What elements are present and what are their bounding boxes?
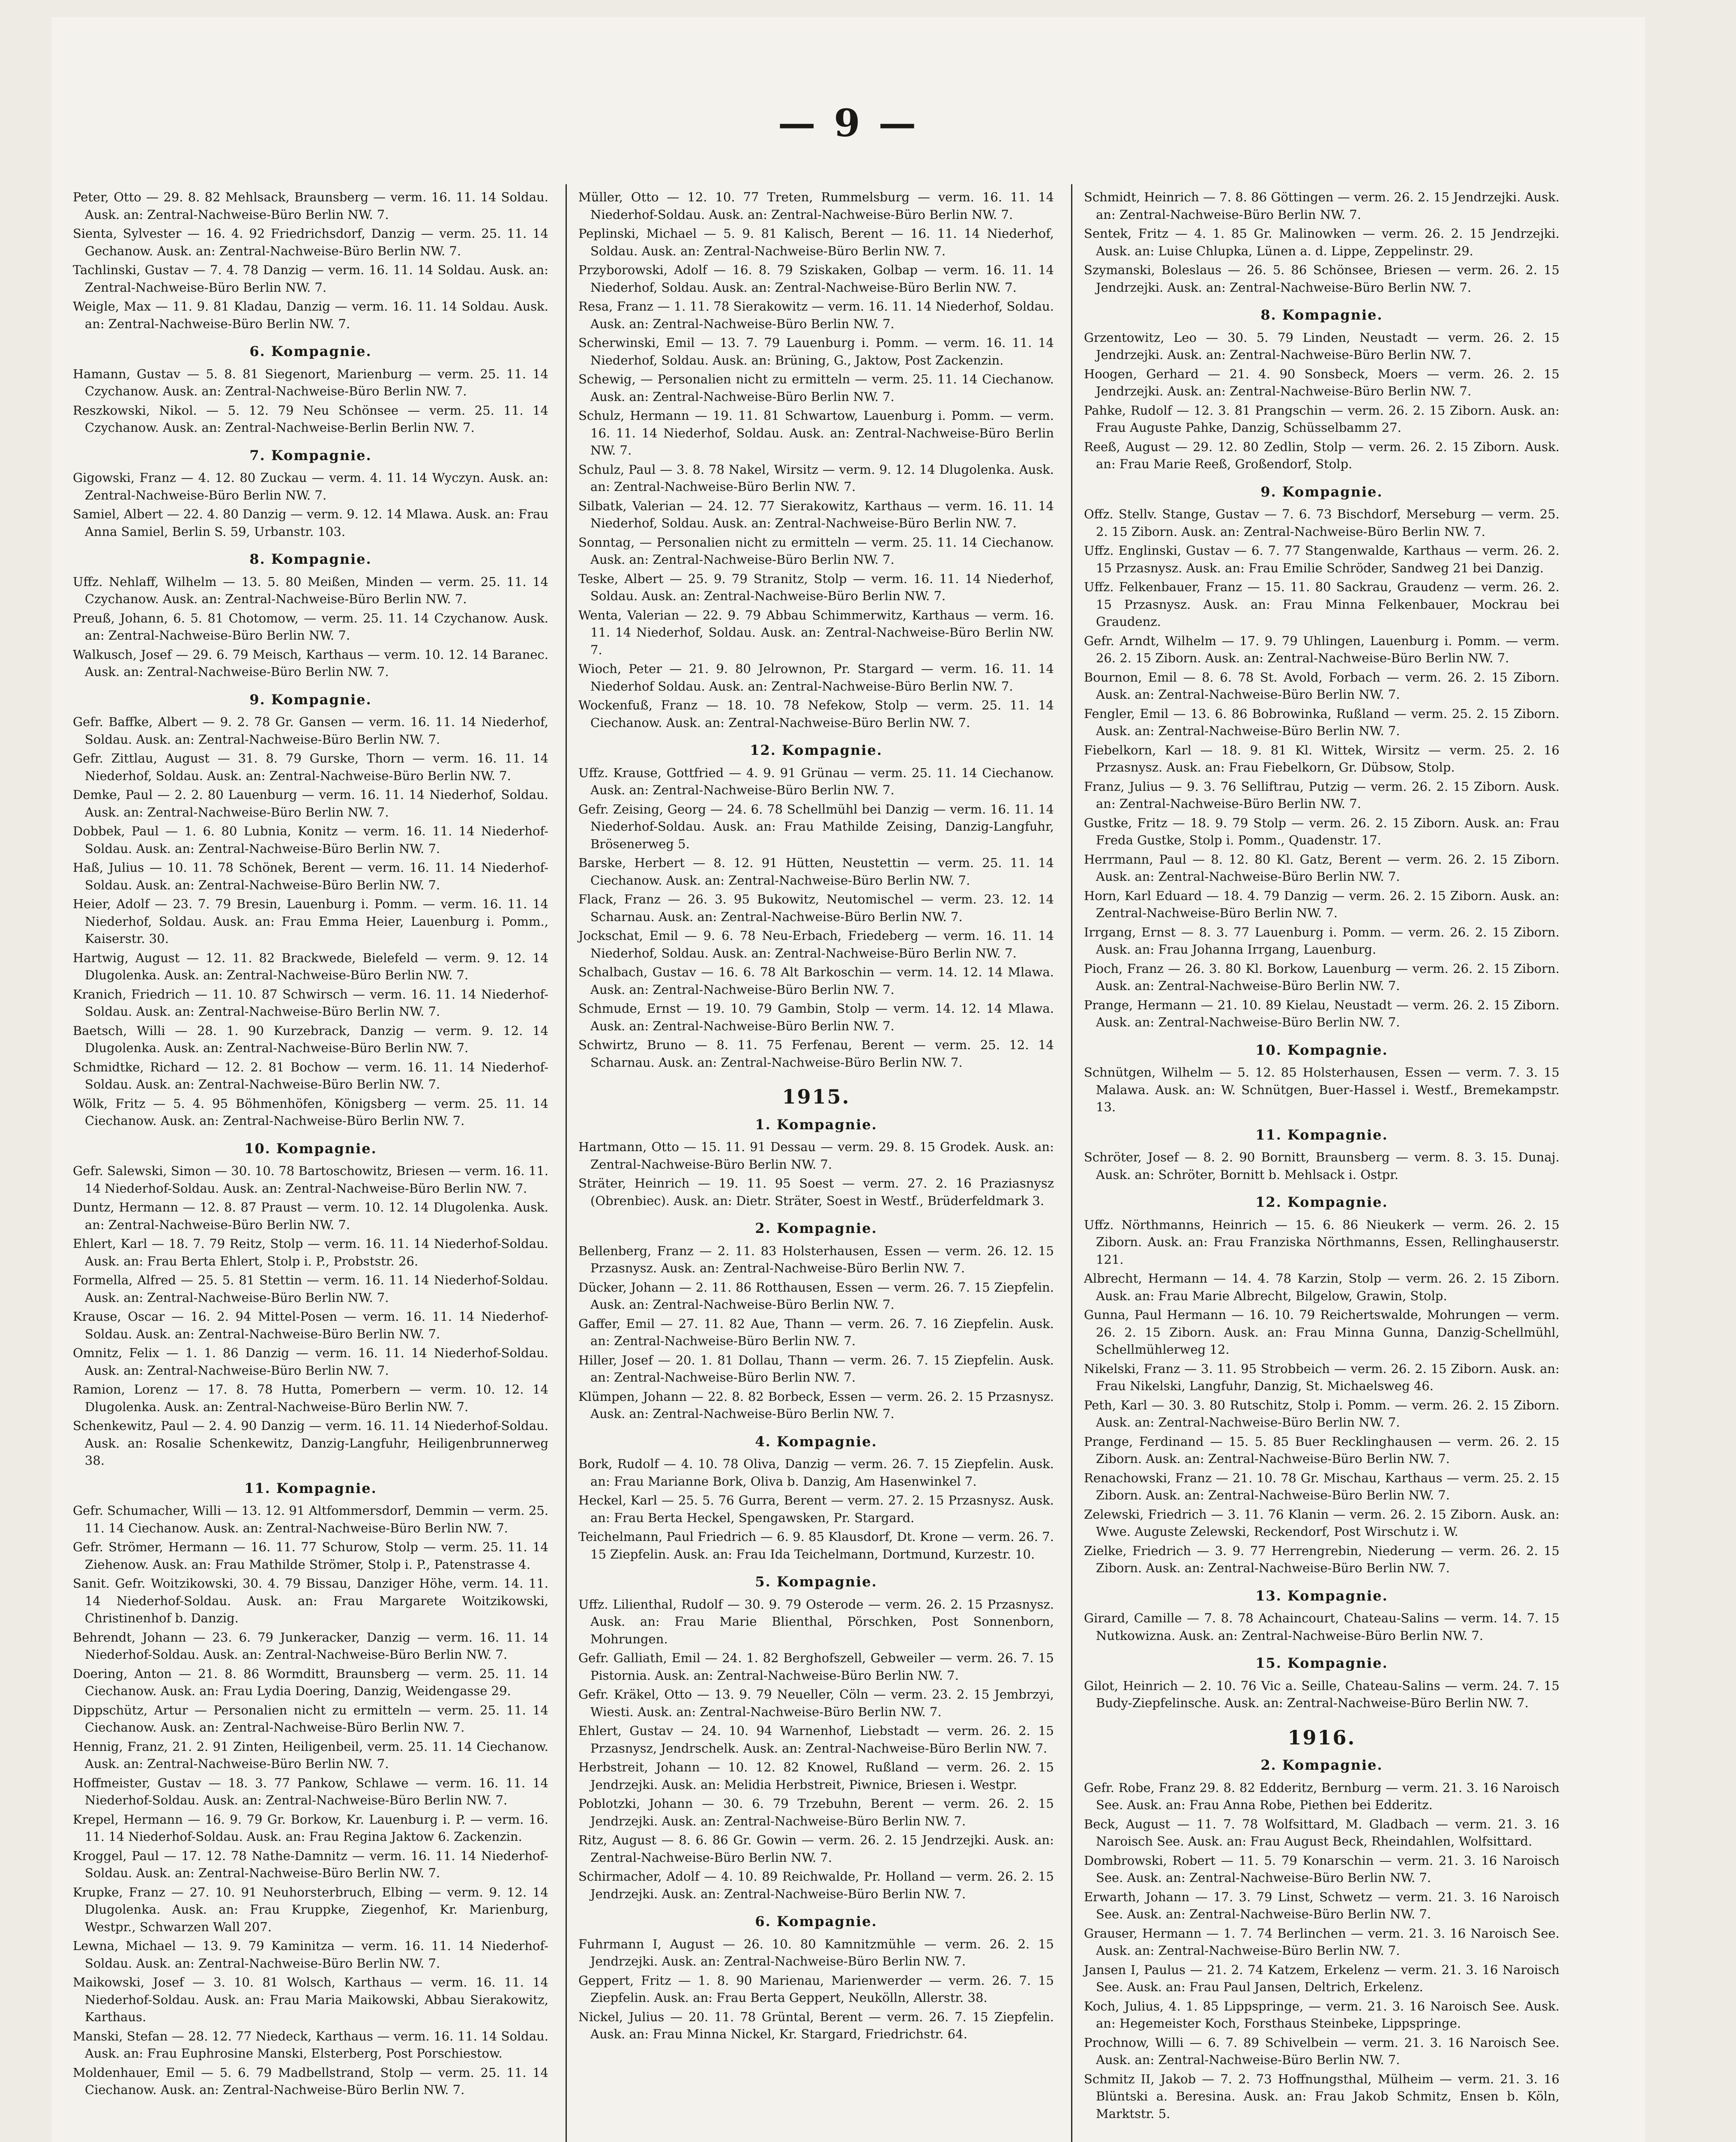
year-heading: 1915.	[782, 1085, 850, 1108]
casualty-entry: Dombrowski, Robert — 11. 5. 79 Konarschin — verm. 21. 3. 16 Naroisch See. Ausk. an: Zentral-Nachweise-Büro Berlin NW. 7.	[1084, 1853, 1559, 1885]
casualty-entry: Kranich, Friedrich — 11. 10. 87 Schwirsch — verm. 16. 11. 14 Niederhof-Soldau. Ausk. an: Zentral-Nachweise-Büro Berlin NW. 7.	[73, 987, 548, 1019]
casualty-entry: Sentek, Fritz — 4. 1. 85 Gr. Malinowken — verm. 26. 2. 15 Jendrzejki. Ausk. an: Luise Chlupka, Lünen a. d. Lippe, Zeppelinstr. 29.	[1084, 226, 1559, 258]
casualty-entry: Schewig, — Personalien nicht zu ermitteln — verm. 25. 11. 14 Ciechanow. Ausk. an: Zentral-Nachweise-Büro Berlin NW. 7.	[578, 372, 1054, 404]
casualty-entry: Klümpen, Johann — 22. 8. 82 Borbeck, Essen — verm. 26. 2. 15 Przasnysz. Ausk. an: Zentral-Nachweise-Büro Berlin NW. 7.	[578, 1389, 1054, 1421]
casualty-entry: Gustke, Fritz — 18. 9. 79 Stolp — verm. 26. 2. 15 Ziborn. Ausk. an: Frau Freda Gustke, Stolp i. Pomm., Quadenstr. 17.	[1084, 815, 1559, 847]
company-heading: 4. Kompagnie.	[755, 1433, 877, 1450]
casualty-entry: Gefr. Zittlau, August — 31. 8. 79 Gurske, Thorn — verm. 16. 11. 14 Niederhof, Soldau. Ausk. an: Zentral-Nachweise-Büro Berlin NW. 7.	[73, 751, 548, 783]
casualty-entry: Schmidtke, Richard — 12. 2. 81 Bochow — verm. 16. 11. 14 Niederhof-Soldau. Ausk. an: Zentral-Nachweise-Büro Berlin NW. 7.	[73, 1059, 548, 1092]
casualty-entry: Offz. Stellv. Stange, Gustav — 7. 6. 73 Bischdorf, Merseburg — verm. 25. 2. 15 Ziborn. Ausk. an: Zentral-Nachweise-Büro Berlin NW. 7.	[1084, 507, 1559, 539]
casualty-entry: Albrecht, Hermann — 14. 4. 78 Karzin, Stolp — verm. 26. 2. 15 Ziborn. Ausk. an: Frau Marie Albrecht, Bilgelow, Grawin, Stolp.	[1084, 1271, 1559, 1303]
casualty-entry: Doering, Anton — 21. 8. 86 Wormditt, Braunsberg — verm. 25. 11. 14 Ciechanow. Ausk. an: Frau Lydia Doering, Danzig, Weidengasse 29.	[73, 1666, 548, 1698]
casualty-entry: Moldenhauer, Emil — 5. 6. 79 Madbellstrand, Stolp — verm. 25. 11. 14 Ciechanow. Ausk. an: Zentral-Nachweise-Büro Berlin NW. 7.	[73, 2065, 548, 2097]
casualty-entry: Gefr. Arndt, Wilhelm — 17. 9. 79 Uhlingen, Lauenburg i. Pomm. — verm. 26. 2. 15 Ziborn. Ausk. an: Zentral-Nachweise-Büro Berlin NW. 7.	[1084, 633, 1559, 665]
company-heading: 11. Kompagnie.	[1255, 1126, 1388, 1143]
casualty-entry: Pioch, Franz — 26. 3. 80 Kl. Borkow, Lauenburg — verm. 26. 2. 15 Ziborn. Ausk. an: Zentral-Nachweise-Büro Berlin NW. 7.	[1084, 961, 1559, 993]
company-heading: 8. Kompagnie.	[249, 551, 372, 567]
casualty-entry: Gefr. Baffke, Albert — 9. 2. 78 Gr. Gansen — verm. 16. 11. 14 Niederhof, Soldau. Ausk. an: Zentral-Nachweise-Büro Berlin NW. 7.	[73, 715, 548, 747]
casualty-entry: Kroggel, Paul — 17. 12. 78 Nathe-Damnitz — verm. 16. 11. 14 Niederhof-Soldau. Ausk. an: Zentral-Nachweise-Büro Berlin NW. 7.	[73, 1848, 548, 1880]
casualty-entry: Walkusch, Josef — 29. 6. 79 Meisch, Karthaus — verm. 10. 12. 14 Baranec. Ausk. an: Zentral-Nachweise-Büro Berlin NW. 7.	[73, 647, 548, 679]
company-heading: 6. Kompagnie.	[249, 343, 372, 359]
casualty-entry: Dippschütz, Artur — Personalien nicht zu ermitteln — verm. 25. 11. 14 Ciechanow. Ausk. an: Zentral-Nachweise-Büro Berlin NW. 7.	[73, 1702, 548, 1735]
casualty-entry: Hartwig, August — 12. 11. 82 Brackwede, Bielefeld — verm. 9. 12. 14 Dlugolenka. Ausk. an: Zentral-Nachweise-Büro Berlin NW. 7.	[73, 950, 548, 982]
company-heading: 6. Kompagnie.	[755, 1913, 877, 1930]
casualty-entry: Grauser, Hermann — 1. 7. 74 Berlinchen — verm. 21. 3. 16 Naroisch See. Ausk. an: Zentral-Nachweise-Büro Berlin NW. 7.	[1084, 1926, 1559, 1958]
casualty-entry: Heier, Adolf — 23. 7. 79 Bresin, Lauenburg i. Pomm. — verm. 16. 11. 14 Niederhof, Soldau. Ausk. an: Frau Emma Heier, Lauenburg i. Pomm., Kaiserstr. 30.	[73, 897, 548, 946]
casualty-entry: Schulz, Paul — 3. 8. 78 Nakel, Wirsitz — verm. 9. 12. 14 Dlugolenka. Ausk. an: Zentral-Nachweise-Büro Berlin NW. 7.	[578, 462, 1054, 494]
casualty-entry: Zielke, Friedrich — 3. 9. 77 Herrengrebin, Niederung — verm. 26. 2. 15 Ziborn. Ausk. an: Zentral-Nachweise-Büro Berlin NW. 7.	[1084, 1543, 1559, 1575]
casualty-entry: Gaffer, Emil — 27. 11. 82 Aue, Thann — verm. 26. 7. 16 Ziepfelin. Ausk. an: Zentral-Nachweise-Büro Berlin NW. 7.	[578, 1316, 1054, 1348]
casualty-entry: Schröter, Josef — 8. 2. 90 Bornitt, Braunsberg — verm. 8. 3. 15. Dunaj. Ausk. an: Schröter, Bornitt b. Mehlsack i. Ostpr.	[1084, 1150, 1559, 1182]
casualty-entry: Hennig, Franz, 21. 2. 91 Zinten, Heiligenbeil, verm. 25. 11. 14 Ciechanow. Ausk. an: Zentral-Nachweise-Büro Berlin NW. 7.	[73, 1739, 548, 1771]
casualty-entry: Horn, Karl Eduard — 18. 4. 79 Danzig — verm. 26. 2. 15 Ziborn. Ausk. an: Zentral-Nachweise-Büro Berlin NW. 7.	[1084, 888, 1559, 920]
casualty-entry: Zelewski, Friedrich — 3. 11. 76 Klanin — verm. 26. 2. 15 Ziborn. Ausk. an: Wwe. Auguste Zelewski, Reckendorf, Post Wirschutz i. W.	[1084, 1507, 1559, 1539]
casualty-entry: Uffz. Nehlaff, Wilhelm — 13. 5. 80 Meißen, Minden — verm. 25. 11. 14 Czychanow. Ausk. an: Zentral-Nachweise-Büro Berlin NW. 7.	[73, 574, 548, 606]
company-heading: 13. Kompagnie.	[1255, 1587, 1388, 1604]
company-heading: 12. Kompagnie.	[750, 742, 883, 758]
casualty-entry: Schmude, Ernst — 19. 10. 79 Gambin, Stolp — verm. 14. 12. 14 Mlawa. Ausk. an: Zentral-Nachweise-Büro Berlin NW. 7.	[578, 1001, 1054, 1033]
casualty-entry: Hoffmeister, Gustav — 18. 3. 77 Pankow, Schlawe — verm. 16. 11. 14 Niederhof-Soldau. Ausk. an: Zentral-Nachweise-Büro Berlin NW. 7.	[73, 1775, 548, 1807]
casualty-entry: Poblotzki, Johann — 30. 6. 79 Trzebuhn, Berent — verm. 26. 2. 15 Jendrzejki. Ausk. an: Zentral-Nachweise-Büro Berlin NW. 7.	[578, 1796, 1054, 1828]
casualty-entry: Heckel, Karl — 25. 5. 76 Gurra, Berent — verm. 27. 2. 15 Przasnysz. Ausk. an: Frau Berta Heckel, Spengawsken, Pr. Stargard.	[578, 1493, 1054, 1525]
casualty-entry: Gefr. Strömer, Hermann — 16. 11. 77 Schurow, Stolp — verm. 25. 11. 14 Ziehenow. Ausk. an: Frau Mathilde Strömer, Stolp i. P., Patenstrasse 4.	[73, 1540, 548, 1572]
column-divider	[1071, 184, 1072, 2142]
casualty-entry: Hartmann, Otto — 15. 11. 91 Dessau — verm. 29. 8. 15 Grodek. Ausk. an: Zentral-Nachweise-Büro Berlin NW. 7.	[578, 1140, 1054, 1172]
casualty-entry: Sienta, Sylvester — 16. 4. 92 Friedrichsdorf, Danzig — verm. 25. 11. 14 Gechanow. Ausk. an: Zentral-Nachweise-Büro Berlin NW. 7.	[73, 226, 548, 258]
casualty-entry: Scherwinski, Emil — 13. 7. 79 Lauenburg i. Pomm. — verm. 16. 11. 14 Niederhof, Soldau. Ausk. an: Brüning, G., Jaktow, Post Zackenzin.	[578, 335, 1054, 368]
casualty-entry: Hoogen, Gerhard — 21. 4. 90 Sonsbeck, Moers — verm. 26. 2. 15 Jendrzejki. Ausk. an: Zentral-Nachweise-Büro Berlin NW. 7.	[1084, 366, 1559, 398]
casualty-entry: Teske, Albert — 25. 9. 79 Stranitz, Stolp — verm. 16. 11. 14 Niederhof, Soldau. Ausk. an: Zentral-Nachweise-Büro Berlin NW. 7.	[578, 571, 1054, 603]
casualty-entry: Girard, Camille — 7. 8. 78 Achaincourt, Chateau-Salins — verm. 14. 7. 15 Nutkowizna. Ausk. an: Zentral-Nachweise-Büro Berlin NW. 7.	[1084, 1611, 1559, 1643]
casualty-entry: Baetsch, Willi — 28. 1. 90 Kurzebrack, Danzig — verm. 9. 12. 14 Dlugolenka. Ausk. an: Zentral-Nachweise-Büro Berlin NW. 7.	[73, 1023, 548, 1055]
casualty-entry: Omnitz, Felix — 1. 1. 86 Danzig — verm. 16. 11. 14 Niederhof-Soldau. Ausk. an: Zentral-Nachweise-Büro Berlin NW. 7.	[73, 1346, 548, 1378]
casualty-entry: Uffz. Felkenbauer, Franz — 15. 11. 80 Sackrau, Graudenz — verm. 26. 2. 15 Przasnysz. Ausk. an: Frau Minna Felkenbauer, Mockrau bei Graudenz.	[1084, 580, 1559, 629]
casualty-entry: Krepel, Hermann — 16. 9. 79 Gr. Borkow, Kr. Lauenburg i. P. — verm. 16. 11. 14 Niederhof-Soldau. Ausk. an: Frau Regina Jaktow 6. Zackenzin.	[73, 1812, 548, 1844]
company-heading: 2. Kompagnie.	[755, 1220, 877, 1236]
casualty-entry: Jockschat, Emil — 9. 6. 78 Neu-Erbach, Friedeberg — verm. 16. 11. 14 Niederhof, Soldau. Ausk. an: Zentral-Nachweise-Büro Berlin NW. 7.	[578, 928, 1054, 960]
casualty-entry: Peth, Karl — 30. 3. 80 Rutschitz, Stolp i. Pomm. — verm. 26. 2. 15 Ziborn. Ausk. an: Zentral-Nachweise-Büro Berlin NW. 7.	[1084, 1397, 1559, 1430]
casualty-entry: Gunna, Paul Hermann — 16. 10. 79 Reichertswalde, Mohrungen — verm. 26. 2. 15 Ziborn. Ausk. an: Frau Minna Gunna, Danzig-Schellmühl, Schellmühlerweg 12.	[1084, 1307, 1559, 1357]
casualty-entry: Sonntag, — Personalien nicht zu ermitteln — verm. 25. 11. 14 Ciechanow. Ausk. an: Zentral-Nachweise-Büro Berlin NW. 7.	[578, 535, 1054, 567]
casualty-entry: Schwirtz, Bruno — 8. 11. 75 Ferfenau, Berent — verm. 25. 12. 14 Scharnau. Ausk. an: Zentral-Nachweise-Büro Berlin NW. 7.	[578, 1038, 1054, 1070]
casualty-entry: Flack, Franz — 26. 3. 95 Bukowitz, Neutomischel — verm. 23. 12. 14 Scharnau. Ausk. an: Zentral-Nachweise-Büro Berlin NW. 7.	[578, 892, 1054, 924]
casualty-entry: Teichelmann, Paul Friedrich — 6. 9. 85 Klausdorf, Dt. Krone — verm. 26. 7. 15 Ziepfelin. Ausk. an: Frau Ida Teichelmann, Dortmund, Kurzestr. 10.	[578, 1529, 1054, 1562]
casualty-entry: Reeß, August — 29. 12. 80 Zedlin, Stolp — verm. 26. 2. 15 Ziborn. Ausk. an: Frau Marie Reeß, Großendorf, Stolp.	[1084, 439, 1559, 471]
company-heading: 9. Kompagnie.	[249, 691, 372, 708]
casualty-entry: Szymanski, Boleslaus — 26. 5. 86 Schönsee, Briesen — verm. 26. 2. 15 Jendrzejki. Ausk. an: Zentral-Nachweise-Büro Berlin NW. 7.	[1084, 263, 1559, 295]
casualty-entry: Przyborowski, Adolf — 16. 8. 79 Sziskaken, Golbap — verm. 16. 11. 14 Niederhof, Soldau. Ausk. an: Zentral-Nachweise-Büro Berlin NW. 7.	[578, 263, 1054, 295]
casualty-entry: Herrmann, Paul — 8. 12. 80 Kl. Gatz, Berent — verm. 26. 2. 15 Ziborn. Ausk. an: Zentral-Nachweise-Büro Berlin NW. 7.	[1084, 852, 1559, 884]
casualty-entry: Krause, Oscar — 16. 2. 94 Mittel-Posen — verm. 16. 11. 14 Niederhof-Soldau. Ausk. an: Zentral-Nachweise-Büro Berlin NW. 7.	[73, 1309, 548, 1341]
casualty-entry: Weigle, Max — 11. 9. 81 Kladau, Danzig — verm. 16. 11. 14 Soldau. Ausk. an: Zentral-Nachweise-Büro Berlin NW. 7.	[73, 299, 548, 331]
company-heading: 1. Kompagnie.	[755, 1116, 877, 1133]
casualty-entry: Behrendt, Johann — 23. 6. 79 Junkeracker, Danzig — verm. 16. 11. 14 Niederhof-Soldau. Ausk. an: Zentral-Nachweise-Büro Berlin NW. 7.	[73, 1630, 548, 1662]
company-heading: 8. Kompagnie.	[1260, 307, 1383, 323]
casualty-entry: Formella, Alfred — 25. 5. 81 Stettin — verm. 16. 11. 14 Niederhof-Soldau. Ausk. an: Zentral-Nachweise-Büro Berlin NW. 7.	[73, 1273, 548, 1305]
text-column-1	[73, 188, 548, 2100]
casualty-entry: Erwarth, Johann — 17. 3. 79 Linst, Schwetz — verm. 21. 3. 16 Naroisch See. Ausk. an: Zentral-Nachweise-Büro Berlin NW. 7.	[1084, 1889, 1559, 1921]
column-divider	[566, 184, 567, 2142]
casualty-entry: Maikowski, Josef — 3. 10. 81 Wolsch, Karthaus — verm. 16. 11. 14 Niederhof-Soldau. Ausk. an: Frau Maria Maikowski, Abbau Sierakowitz, Karthaus.	[73, 1975, 548, 2024]
casualty-entry: Franz, Julius — 9. 3. 76 Selliftrau, Putzig — verm. 26. 2. 15 Ziborn. Ausk. an: Zentral-Nachweise-Büro Berlin NW. 7.	[1084, 779, 1559, 811]
casualty-entry: Preuß, Johann, 6. 5. 81 Chotomow, — verm. 25. 11. 14 Czychanow. Ausk. an: Zentral-Nachweise-Büro Berlin NW. 7.	[73, 610, 548, 643]
casualty-entry: Wioch, Peter — 21. 9. 80 Jelrownon, Pr. Stargard — verm. 16. 11. 14 Niederhof Soldau. Ausk. an: Zentral-Nachweise-Büro Berlin NW. 7.	[578, 661, 1054, 694]
casualty-entry: Fuhrmann I, August — 26. 10. 80 Kamnitzmühle — verm. 26. 2. 15 Jendrzejki. Ausk. an: Zentral-Nachweise-Büro Berlin NW. 7.	[578, 1936, 1054, 1968]
casualty-entry: Ehlert, Gustav — 24. 10. 94 Warnenhof, Liebstadt — verm. 26. 2. 15 Przasnysz, Jendrschelk. Ausk. an: Zentral-Nachweise-Büro Berlin NW. 7.	[578, 1723, 1054, 1756]
casualty-entry: Koch, Julius, 4. 1. 85 Lippspringe, — verm. 21. 3. 16 Naroisch See. Ausk. an: Hegemeister Koch, Forsthaus Steinbeke, Lippspringe.	[1084, 1998, 1559, 2031]
text-column-3	[1084, 188, 1559, 2124]
casualty-entry: Ehlert, Karl — 18. 7. 79 Reitz, Stolp — verm. 16. 11. 14 Niederhof-Soldau. Ausk. an: Frau Berta Ehlert, Stolp i. P., Probststr. 26.	[73, 1236, 548, 1268]
casualty-entry: Schirmacher, Adolf — 4. 10. 89 Reichwalde, Pr. Holland — verm. 26. 2. 15 Jendrzejki. Ausk. an: Zentral-Nachweise-Büro Berlin NW. 7.	[578, 1869, 1054, 1901]
casualty-entry: Schalbach, Gustav — 16. 6. 78 Alt Barkoschin — verm. 14. 12. 14 Mlawa. Ausk. an: Zentral-Nachweise-Büro Berlin NW. 7.	[578, 965, 1054, 997]
casualty-entry: Resa, Franz — 1. 11. 78 Sierakowitz — verm. 16. 11. 14 Niederhof, Soldau. Ausk. an: Zentral-Nachweise-Büro Berlin NW. 7.	[578, 299, 1054, 331]
casualty-entry: Demke, Paul — 2. 2. 80 Lauenburg — verm. 16. 11. 14 Niederhof, Soldau. Ausk. an: Zentral-Nachweise-Büro Berlin NW. 7.	[73, 787, 548, 820]
casualty-entry: Bork, Rudolf — 4. 10. 78 Oliva, Danzig — verm. 26. 7. 15 Ziepfelin. Ausk. an: Frau Marianne Bork, Oliva b. Danzig, Am Hasenwinkel 7.	[578, 1457, 1054, 1489]
text-column-2	[578, 188, 1054, 2045]
company-heading: 9. Kompagnie.	[1260, 483, 1383, 500]
casualty-entry: Silbatk, Valerian — 24. 12. 77 Sierakowitz, Karthaus — verm. 16. 11. 14 Niederhof, Soldau. Ausk. an: Zentral-Nachweise-Büro Berlin NW. 7.	[578, 498, 1054, 530]
casualty-entry: Beck, August — 11. 7. 78 Wolfsittard, M. Gladbach — verm. 21. 3. 16 Naroisch See. Ausk. an: Frau August Beck, Rheindahlen, Wolfsittard.	[1084, 1816, 1559, 1849]
page-number: — 9 —	[778, 101, 919, 145]
casualty-entry: Fiebelkorn, Karl — 18. 9. 81 Kl. Wittek, Wirsitz — verm. 25. 2. 16 Przasnysz. Ausk. an: Frau Fiebelkorn, Gr. Dübsow, Stolp.	[1084, 742, 1559, 775]
casualty-entry: Sanit. Gefr. Woitzikowski, 30. 4. 79 Bissau, Danziger Höhe, verm. 14. 11. 14 Niederhof-Soldau. Ausk. an: Frau Margarete Woitzikowski, Christinenhof b. Danzig.	[73, 1576, 548, 1625]
casualty-entry: Manski, Stefan — 28. 12. 77 Niedeck, Karthaus — verm. 16. 11. 14 Soldau. Ausk. an: Frau Euphrosine Manski, Elsterberg, Post Porschiestow.	[73, 2028, 548, 2061]
casualty-entry: Grzentowitz, Leo — 30. 5. 79 Linden, Neustadt — verm. 26. 2. 15 Jendrzejki. Ausk. an: Zentral-Nachweise-Büro Berlin NW. 7.	[1084, 330, 1559, 362]
company-heading: 7. Kompagnie.	[249, 447, 372, 464]
document-page	[51, 17, 1645, 2142]
casualty-entry: Dücker, Johann — 2. 11. 86 Rotthausen, Essen — verm. 26. 7. 15 Ziepfelin. Ausk. an: Zentral-Nachweise-Büro Berlin NW. 7.	[578, 1280, 1054, 1312]
casualty-entry: Schenkewitz, Paul — 2. 4. 90 Danzig — verm. 16. 11. 14 Niederhof-Soldau. Ausk. an: Rosalie Schenkewitz, Danzig-Langfuhr, Heiligenbrunnerweg 38.	[73, 1418, 548, 1468]
casualty-entry: Uffz. Krause, Gottfried — 4. 9. 91 Grünau — verm. 25. 11. 14 Ciechanow. Ausk. an: Zentral-Nachweise-Büro Berlin NW. 7.	[578, 765, 1054, 797]
casualty-entry: Gefr. Galliath, Emil — 24. 1. 82 Berghofszell, Gebweiler — verm. 26. 7. 15 Pistornia. Ausk. an: Zentral-Nachweise-Büro Berlin NW. 7.	[578, 1651, 1054, 1683]
casualty-entry: Schmitz II, Jakob — 7. 2. 73 Hoffnungsthal, Mülheim — verm. 21. 3. 16 Blüntski a. Beresina. Ausk. an: Frau Jakob Schmitz, Ensen b. Köln, Marktstr. 5.	[1084, 2071, 1559, 2121]
casualty-entry: Tachlinski, Gustav — 7. 4. 78 Danzig — verm. 16. 11. 14 Soldau. Ausk. an: Zentral-Nachweise-Büro Berlin NW. 7.	[73, 263, 548, 295]
casualty-entry: Sträter, Heinrich — 19. 11. 95 Soest — verm. 27. 2. 16 Praziasnysz (Obrenbiec). Ausk. an: Dietr. Sträter, Soest in Westf., Brüderfeldmark 3.	[578, 1176, 1054, 1208]
casualty-entry: Lewna, Michael — 13. 9. 79 Kaminitza — verm. 16. 11. 14 Niederhof-Soldau. Ausk. an: Zentral-Nachweise-Büro Berlin NW. 7.	[73, 1939, 548, 1971]
casualty-entry: Reszkowski, Nikol. — 5. 12. 79 Neu Schönsee — verm. 25. 11. 14 Czychanow. Ausk. an: Zentral-Nachweise-Berlin Berlin NW. 7.	[73, 403, 548, 435]
casualty-entry: Ramion, Lorenz — 17. 8. 78 Hutta, Pomerbern — verm. 10. 12. 14 Dlugolenka. Ausk. an: Zentral-Nachweise-Büro Berlin NW. 7.	[73, 1382, 548, 1414]
casualty-entry: Renachowski, Franz — 21. 10. 78 Gr. Mischau, Karthaus — verm. 25. 2. 15 Ziborn. Ausk. an: Zentral-Nachweise-Büro Berlin NW. 7.	[1084, 1470, 1559, 1502]
casualty-entry: Gefr. Robe, Franz 29. 8. 82 Edderitz, Bernburg — verm. 21. 3. 16 Naroisch See. Ausk. an: Frau Anna Robe, Piethen bei Edderitz.	[1084, 1780, 1559, 1812]
casualty-entry: Irrgang, Ernst — 8. 3. 77 Lauenburg i. Pomm. — verm. 26. 2. 15 Ziborn. Ausk. an: Frau Johanna Irrgang, Lauenburg.	[1084, 924, 1559, 957]
casualty-entry: Gefr. Kräkel, Otto — 13. 9. 79 Neueller, Cöln — verm. 23. 2. 15 Jembrzyi, Wiesti. Ausk. an: Zentral-Nachweise-Büro Berlin NW. 7.	[578, 1687, 1054, 1719]
casualty-entry: Schnütgen, Wilhelm — 5. 12. 85 Holsterhausen, Essen — verm. 7. 3. 15 Malawa. Ausk. an: W. Schnütgen, Buer-Hassel i. Westf., Bremekampstr. 13.	[1084, 1065, 1559, 1114]
casualty-entry: Uffz. Englinski, Gustav — 6. 7. 77 Stangenwalde, Karthaus — verm. 26. 2. 15 Przasnysz. Ausk. an: Frau Emilie Schröder, Sandweg 21 bei Danzig.	[1084, 543, 1559, 575]
casualty-entry: Peplinski, Michael — 5. 9. 81 Kalisch, Berent — 16. 11. 14 Niederhof, Soldau. Ausk. an: Zentral-Nachweise-Büro Berlin NW. 7.	[578, 226, 1054, 258]
casualty-entry: Schmidt, Heinrich — 7. 8. 86 Göttingen — verm. 26. 2. 15 Jendrzejki. Ausk. an: Zentral-Nachweise-Büro Berlin NW. 7.	[1084, 190, 1559, 222]
casualty-entry: Wenta, Valerian — 22. 9. 79 Abbau Schimmerwitz, Karthaus — verm. 16. 11. 14 Niederhof, Soldau. Ausk. an: Zentral-Nachweise-Büro Berlin NW. 7.	[578, 607, 1054, 657]
casualty-entry: Krupke, Franz — 27. 10. 91 Neuhorsterbruch, Elbing — verm. 9. 12. 14 Dlugolenka. Ausk. an: Frau Kruppke, Ziegenhof, Kr. Marienburg, Westpr., Schwarzen Wall 207.	[73, 1885, 548, 1934]
casualty-entry: Herbstreit, Johann — 10. 12. 82 Knowel, Rußland — verm. 26. 2. 15 Jendrzejki. Ausk. an: Melidia Herbstreit, Piwnice, Briesen i. Westpr.	[578, 1760, 1054, 1792]
casualty-entry: Bournon, Emil — 8. 6. 78 St. Avold, Forbach — verm. 26. 2. 15 Ziborn. Ausk. an: Zentral-Nachweise-Büro Berlin NW. 7.	[1084, 670, 1559, 702]
casualty-entry: Nikelski, Franz — 3. 11. 95 Strobbeich — verm. 26. 2. 15 Ziborn. Ausk. an: Frau Nikelski, Langfuhr, Danzig, St. Michaelsweg 46.	[1084, 1361, 1559, 1393]
casualty-entry: Dobbek, Paul — 1. 6. 80 Lubnia, Konitz — verm. 16. 11. 14 Niederhof-Soldau. Ausk. an: Zentral-Nachweise-Büro Berlin NW. 7.	[73, 824, 548, 856]
company-heading: 12. Kompagnie.	[1255, 1194, 1388, 1210]
casualty-entry: Prange, Ferdinand — 15. 5. 85 Buer Recklinghausen — verm. 26. 2. 15 Ziborn. Ausk. an: Zentral-Nachweise-Büro Berlin NW. 7.	[1084, 1434, 1559, 1466]
casualty-entry: Pahke, Rudolf — 12. 3. 81 Prangschin — verm. 26. 2. 15 Ziborn. Ausk. an: Frau Auguste Pahke, Danzig, Schüsselbamm 27.	[1084, 403, 1559, 435]
casualty-entry: Prochnow, Willi — 6. 7. 89 Schivelbein — verm. 21. 3. 16 Naroisch See. Ausk. an: Zentral-Nachweise-Büro Berlin NW. 7.	[1084, 2035, 1559, 2067]
casualty-entry: Schulz, Hermann — 19. 11. 81 Schwartow, Lauenburg i. Pomm. — verm. 16. 11. 14 Niederhof, Soldau. Ausk. an: Zentral-Nachweise-Büro Berlin NW. 7.	[578, 408, 1054, 458]
casualty-entry: Uffz. Lilienthal, Rudolf — 30. 9. 79 Osterode — verm. 26. 2. 15 Przasnysz. Ausk. an: Frau Marie Blienthal, Pörschken, Post Sonnenborn, Mohrungen.	[578, 1597, 1054, 1646]
company-heading: 10. Kompagnie.	[1255, 1041, 1388, 1058]
company-heading: 10. Kompagnie.	[244, 1140, 377, 1157]
company-heading: 5. Kompagnie.	[755, 1574, 877, 1590]
casualty-entry: Ritz, August — 8. 6. 86 Gr. Gowin — verm. 26. 2. 15 Jendrzejki. Ausk. an: Zentral-Nachweise-Büro Berlin NW. 7.	[578, 1833, 1054, 1865]
year-heading: 1916.	[1287, 1726, 1356, 1749]
casualty-entry: Haß, Julius — 10. 11. 78 Schönek, Berent — verm. 16. 11. 14 Niederhof-Soldau. Ausk. an: Zentral-Nachweise-Büro Berlin NW. 7.	[73, 860, 548, 892]
casualty-entry: Jansen I, Paulus — 21. 2. 74 Katzem, Erkelenz — verm. 21. 3. 16 Naroisch See. Ausk. an: Frau Paul Jansen, Deltrich, Erkelenz.	[1084, 1962, 1559, 1994]
company-heading: 11. Kompagnie.	[244, 1480, 377, 1496]
casualty-entry: Hamann, Gustav — 5. 8. 81 Siegenort, Marienburg — verm. 25. 11. 14 Czychanow. Ausk. an: Zentral-Nachweise-Büro Berlin NW. 7.	[73, 366, 548, 398]
casualty-entry: Peter, Otto — 29. 8. 82 Mehlsack, Braunsberg — verm. 16. 11. 14 Soldau. Ausk. an: Zentral-Nachweise-Büro Berlin NW. 7.	[73, 190, 548, 222]
company-heading: 2. Kompagnie.	[1260, 1757, 1383, 1773]
casualty-entry: Wölk, Fritz — 5. 4. 95 Böhmenhöfen, Königsberg — verm. 25. 11. 14 Ciechanow. Ausk. an: Zentral-Nachweise-Büro Berlin NW. 7.	[73, 1096, 548, 1128]
casualty-entry: Barske, Herbert — 8. 12. 91 Hütten, Neustettin — verm. 25. 11. 14 Ciechanow. Ausk. an: Zentral-Nachweise-Büro Berlin NW. 7.	[578, 856, 1054, 888]
casualty-entry: Nickel, Julius — 20. 11. 78 Grüntal, Berent — verm. 26. 7. 15 Ziepfelin. Ausk. an: Frau Minna Nickel, Kr. Stargard, Friedrichstr. 64.	[578, 2009, 1054, 2041]
casualty-entry: Müller, Otto — 12. 10. 77 Treten, Rummelsburg — verm. 16. 11. 14 Niederhof-Soldau. Ausk. an: Zentral-Nachweise-Büro Berlin NW. 7.	[578, 190, 1054, 222]
casualty-entry: Gigowski, Franz — 4. 12. 80 Zuckau — verm. 4. 11. 14 Wyczyn. Ausk. an: Zentral-Nachweise-Büro Berlin NW. 7.	[73, 470, 548, 503]
casualty-entry: Geppert, Fritz — 1. 8. 90 Marienau, Marienwerder — verm. 26. 7. 15 Ziepfelin. Ausk. an: Frau Berta Geppert, Neukölln, Allerstr. 38.	[578, 1973, 1054, 2005]
company-heading: 15. Kompagnie.	[1255, 1655, 1388, 1671]
casualty-entry: Samiel, Albert — 22. 4. 80 Danzig — verm. 9. 12. 14 Mlawa. Ausk. an: Frau Anna Samiel, Berlin S. 59, Urbanstr. 103.	[73, 507, 548, 539]
casualty-entry: Gilot, Heinrich — 2. 10. 76 Vic a. Seille, Chateau-Salins — verm. 24. 7. 15 Budy-Ziepfelinsche. Ausk. an: Zentral-Nachweise-Büro Berlin NW. 7.	[1084, 1678, 1559, 1710]
casualty-entry: Gefr. Zeising, Georg — 24. 6. 78 Schellmühl bei Danzig — verm. 16. 11. 14 Niederhof-Soldau. Ausk. an: Frau Mathilde Zeising, Danzig-Langfuhr, Brösenerweg 5.	[578, 802, 1054, 851]
casualty-entry: Gefr. Schumacher, Willi — 13. 12. 91 Altfommersdorf, Demmin — verm. 25. 11. 14 Ciechanow. Ausk. an: Zentral-Nachweise-Büro Berlin NW. 7.	[73, 1503, 548, 1535]
casualty-entry: Prange, Hermann — 21. 10. 89 Kielau, Neustadt — verm. 26. 2. 15 Ziborn. Ausk. an: Zentral-Nachweise-Büro Berlin NW. 7.	[1084, 997, 1559, 1029]
casualty-entry: Hiller, Josef — 20. 1. 81 Dollau, Thann — verm. 26. 7. 15 Ziepfelin. Ausk. an: Zentral-Nachweise-Büro Berlin NW. 7.	[578, 1352, 1054, 1385]
casualty-entry: Bellenberg, Franz — 2. 11. 83 Holsterhausen, Essen — verm. 26. 12. 15 Przasnysz. Ausk. an: Zentral-Nachweise-Büro Berlin NW. 7.	[578, 1243, 1054, 1275]
casualty-entry: Wockenfuß, Franz — 18. 10. 78 Nefekow, Stolp — verm. 25. 11. 14 Ciechanow. Ausk. an: Zentral-Nachweise-Büro Berlin NW. 7.	[578, 698, 1054, 730]
casualty-entry: Fengler, Emil — 13. 6. 86 Bobrowinka, Rußland — verm. 25. 2. 15 Ziborn. Ausk. an: Zentral-Nachweise-Büro Berlin NW. 7.	[1084, 706, 1559, 738]
casualty-entry: Duntz, Hermann — 12. 8. 87 Praust — verm. 10. 12. 14 Dlugolenka. Ausk. an: Zentral-Nachweise-Büro Berlin NW. 7.	[73, 1200, 548, 1232]
casualty-entry: Gefr. Salewski, Simon — 30. 10. 78 Bartoschowitz, Briesen — verm. 16. 11. 14 Niederhof-Soldau. Ausk. an: Zentral-Nachweise-Büro Berlin NW. 7.	[73, 1164, 548, 1196]
casualty-entry: Uffz. Nörthmanns, Heinrich — 15. 6. 86 Nieukerk — verm. 26. 2. 15 Ziborn. Ausk. an: Frau Franziska Nörthmanns, Essen, Rellinghauserstr. 121.	[1084, 1217, 1559, 1267]
